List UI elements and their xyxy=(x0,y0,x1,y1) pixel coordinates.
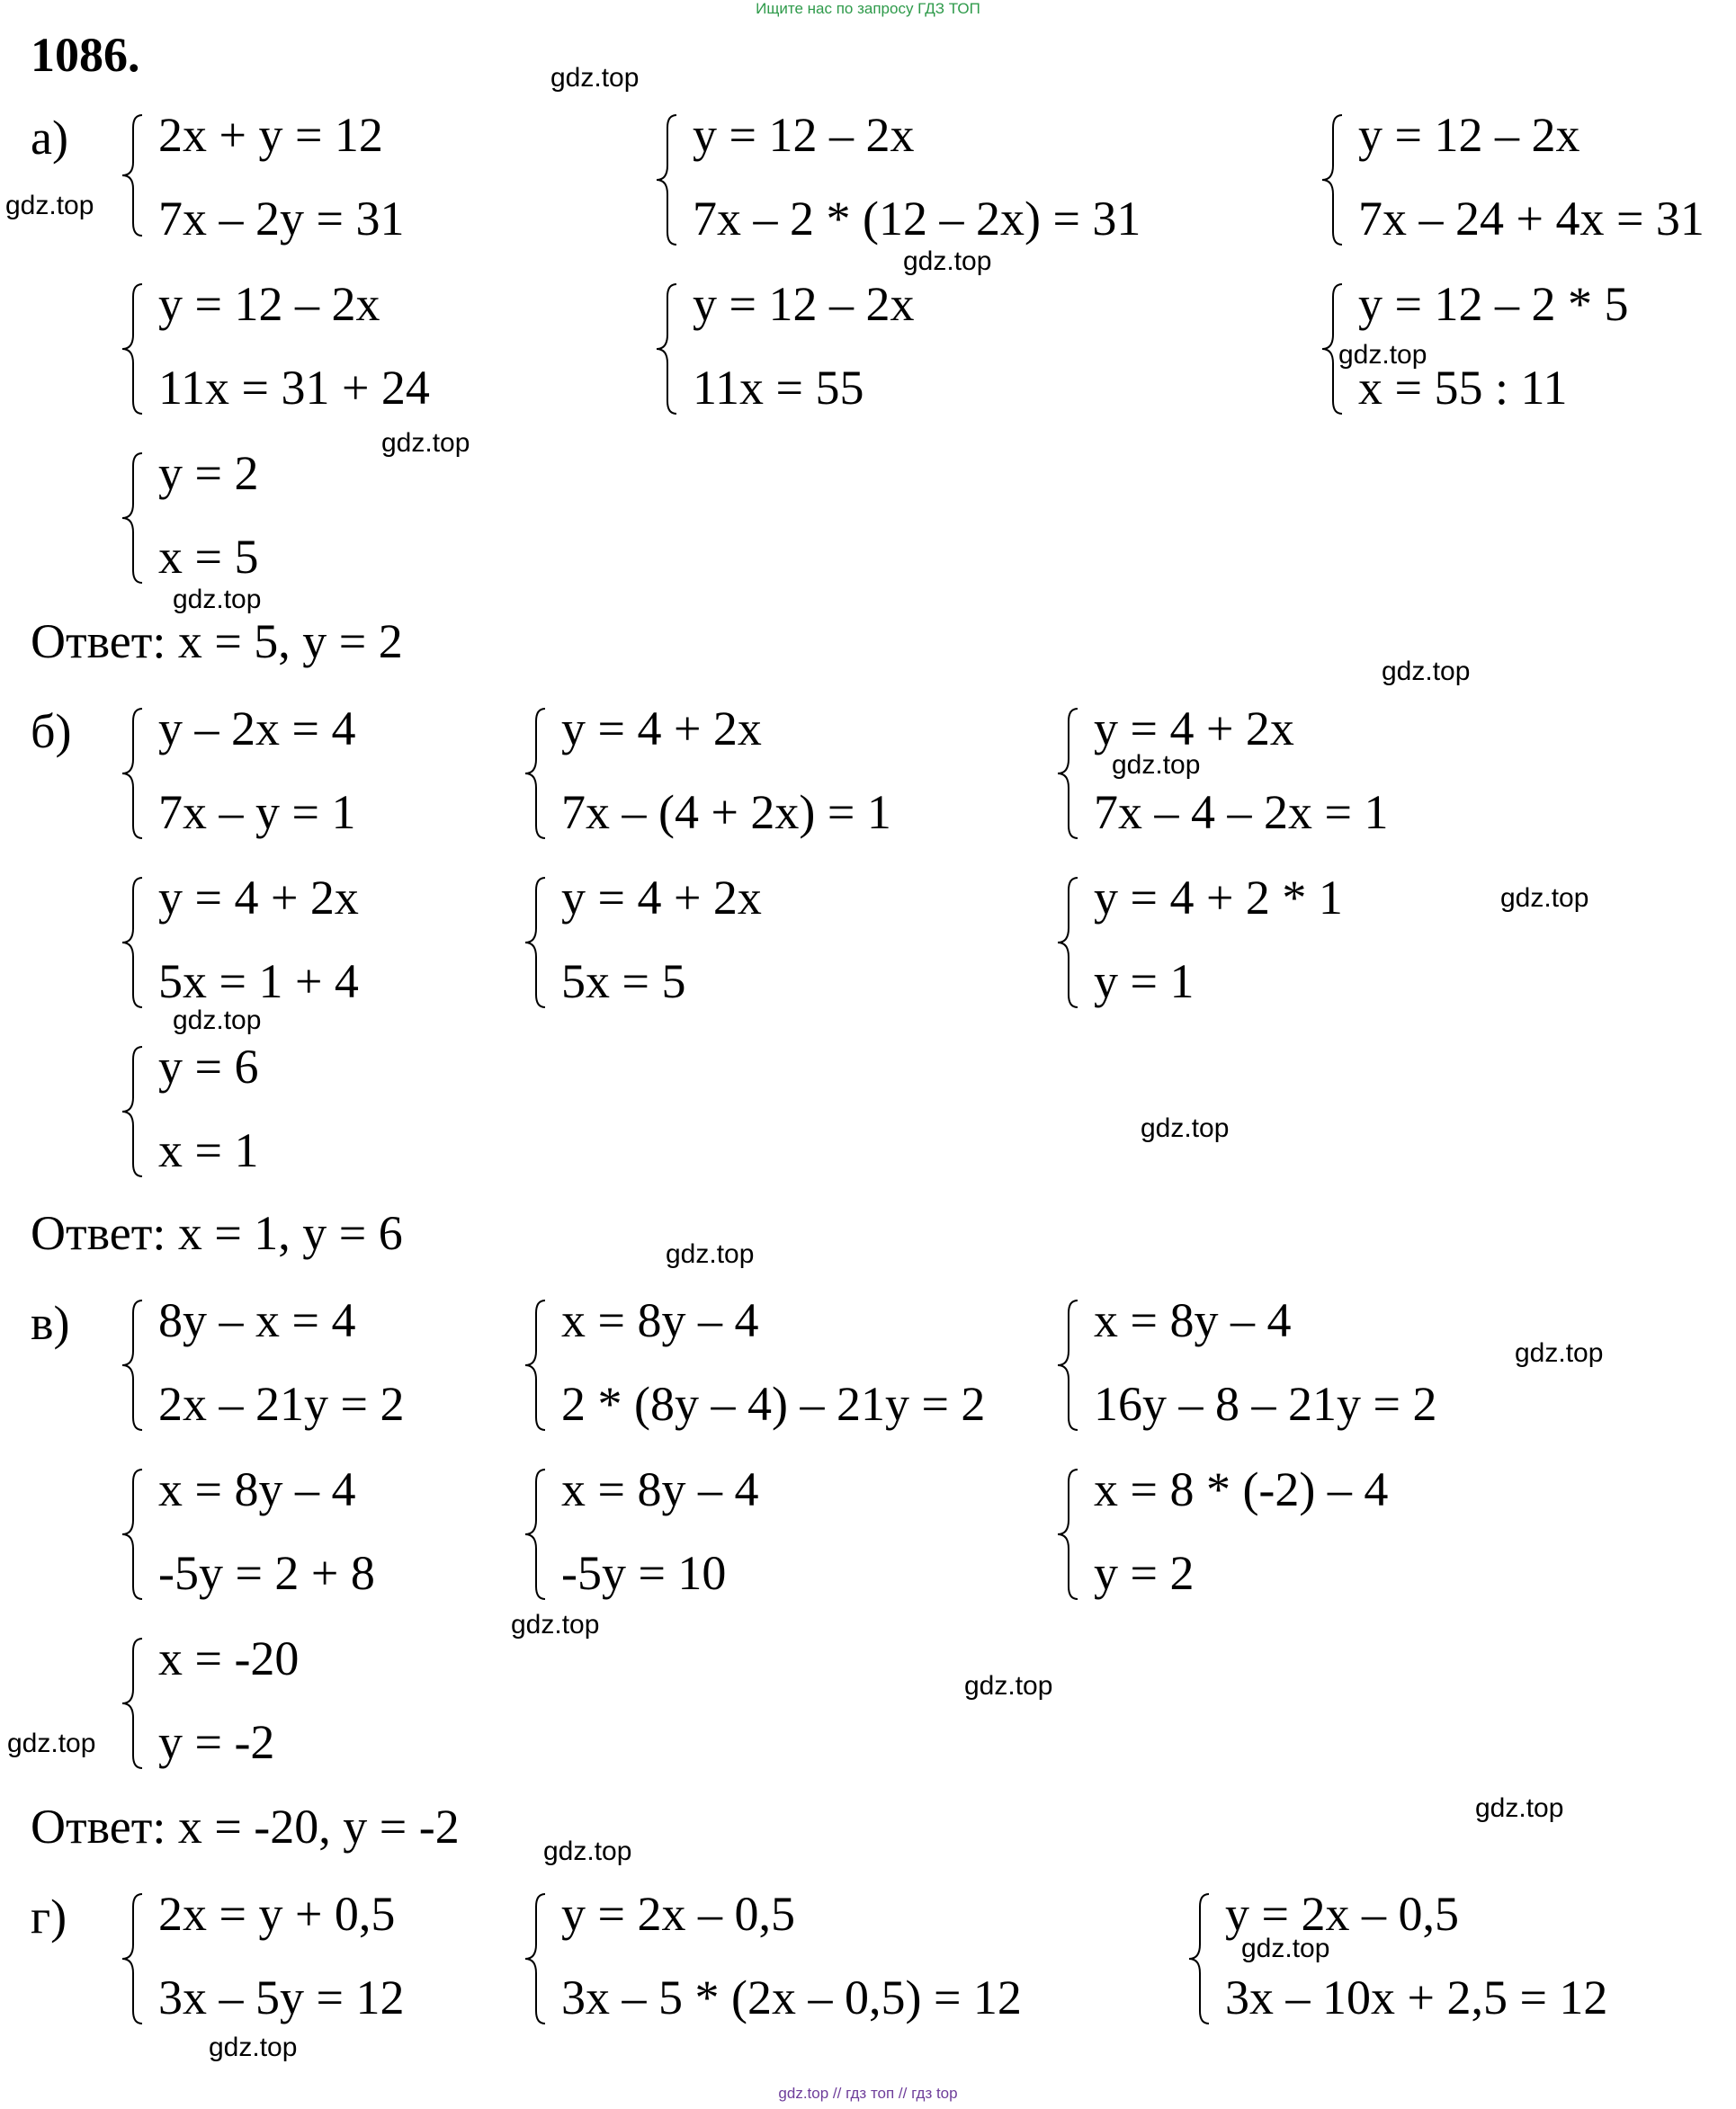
equation-line-2: 16y – 8 – 21y = 2 xyxy=(1094,1377,1437,1431)
equation-line-1: y = 4 + 2x xyxy=(158,871,359,925)
problem-number: 1086. xyxy=(31,28,140,82)
brace-icon xyxy=(1052,1462,1088,1606)
equation-line-2: 11x = 31 + 24 xyxy=(158,361,430,415)
part-v-system-2 xyxy=(520,1293,1024,1431)
equation-line-1: x = 8y – 4 xyxy=(561,1462,759,1516)
equation-line-1: 2x = y + 0,5 xyxy=(158,1887,396,1941)
equation-line-1: y = 12 – 2 * 5 xyxy=(1358,277,1629,331)
equation-line-1: x = 8y – 4 xyxy=(561,1293,759,1347)
brace-icon xyxy=(117,1887,153,2031)
equation-line-1: y = 4 + 2x xyxy=(1094,702,1294,755)
equation-line-1: y = 12 – 2x xyxy=(693,108,915,162)
equation-line-2: 7x – 2y = 31 xyxy=(158,192,405,246)
brace-icon xyxy=(117,446,153,590)
equation-line-2: y = 2 xyxy=(1094,1546,1195,1600)
equation-line-1: y = 12 – 2x xyxy=(158,277,380,331)
site-footer: gdz.top // гдз топ // гдз top xyxy=(778,2085,958,2102)
watermark: gdz.top xyxy=(543,1836,632,1866)
part-b-system-5 xyxy=(520,871,898,1008)
equation-line-1: y = 2x – 0,5 xyxy=(1225,1887,1459,1941)
watermark: gdz.top xyxy=(5,191,94,220)
part-a-label: а) xyxy=(31,111,68,165)
part-g-system-1 xyxy=(117,1887,495,2022)
part-a-system-4 xyxy=(117,277,495,415)
part-b-system-6 xyxy=(1052,871,1430,1008)
brace-icon xyxy=(117,871,153,1014)
equation-line-1: x = 8y – 4 xyxy=(158,1462,356,1516)
watermark: gdz.top xyxy=(964,1671,1053,1701)
watermark: gdz.top xyxy=(666,1239,755,1269)
equation-line-2: 3x – 10x + 2,5 = 12 xyxy=(1225,1970,1608,2024)
part-a-system-1 xyxy=(117,108,495,246)
equation-line-2: 2x – 21y = 2 xyxy=(158,1377,405,1431)
equation-line-1: x = 8 * (-2) – 4 xyxy=(1094,1462,1389,1516)
equation-line-2: 7x – 4 – 2x = 1 xyxy=(1094,785,1389,839)
equation-line-1: y = 4 + 2x xyxy=(561,702,762,755)
brace-icon xyxy=(651,108,687,252)
brace-icon xyxy=(117,277,153,421)
equation-line-2: 5x = 5 xyxy=(561,954,686,1008)
brace-icon xyxy=(1052,871,1088,1014)
watermark: gdz.top xyxy=(173,1005,262,1035)
watermark: gdz.top xyxy=(550,63,640,93)
brace-icon xyxy=(117,1462,153,1606)
part-b-system-1 xyxy=(117,702,495,839)
part-v-answer: Ответ: x = -20, y = -2 xyxy=(31,1800,460,1854)
equation-line-1: 2x + y = 12 xyxy=(158,108,383,162)
equation-line-2: 7x – y = 1 xyxy=(158,785,356,839)
part-b-system-7 xyxy=(117,1040,387,1175)
brace-icon xyxy=(117,1040,153,1184)
brace-icon xyxy=(117,108,153,243)
brace-icon xyxy=(1317,108,1353,252)
watermark: gdz.top xyxy=(381,428,470,458)
part-v-system-5 xyxy=(520,1462,898,1600)
part-v-system-3 xyxy=(1052,1293,1502,1431)
watermark: gdz.top xyxy=(511,1610,600,1640)
watermark: gdz.top xyxy=(7,1729,96,1758)
equation-line-1: y = 12 – 2x xyxy=(693,277,915,331)
brace-icon xyxy=(117,1631,153,1775)
equation-line-2: x = 1 xyxy=(158,1123,259,1177)
brace-icon xyxy=(520,1887,556,2031)
part-a-system-3 xyxy=(1317,108,1731,246)
equation-line-2: y = 1 xyxy=(1094,954,1195,1008)
equation-line-2: y = -2 xyxy=(158,1715,275,1769)
equation-line-1: y = 4 + 2x xyxy=(561,871,762,925)
part-a-answer: Ответ: x = 5, y = 2 xyxy=(31,614,403,668)
equation-line-2: 5x = 1 + 4 xyxy=(158,954,359,1008)
part-v-label: в) xyxy=(31,1296,70,1350)
part-a-system-2 xyxy=(651,108,1209,246)
part-a-system-7 xyxy=(117,446,387,584)
equation-line-1: y = 4 + 2 * 1 xyxy=(1094,871,1343,925)
brace-icon xyxy=(520,1462,556,1606)
part-b-system-4 xyxy=(117,871,495,1008)
watermark: gdz.top xyxy=(173,585,262,614)
part-v-system-7 xyxy=(117,1631,387,1769)
brace-icon xyxy=(1184,1887,1220,2031)
watermark: gdz.top xyxy=(1515,1338,1604,1368)
brace-icon xyxy=(117,1293,153,1437)
watermark: gdz.top xyxy=(209,2033,298,2062)
brace-icon xyxy=(117,702,153,845)
equation-line-1: y = 12 – 2x xyxy=(1358,108,1580,162)
equation-line-2: 11x = 55 xyxy=(693,361,864,415)
part-v-system-1 xyxy=(117,1293,513,1431)
part-g-label: г) xyxy=(31,1890,67,1944)
watermark: gdz.top xyxy=(1500,883,1589,913)
equation-line-1: 8y – x = 4 xyxy=(158,1293,356,1347)
equation-line-2: -5y = 10 xyxy=(561,1546,727,1600)
equation-line-1: x = 8y – 4 xyxy=(1094,1293,1292,1347)
equation-line-2: -5y = 2 + 8 xyxy=(158,1546,375,1600)
brace-icon xyxy=(520,871,556,1014)
brace-icon xyxy=(1052,702,1088,845)
part-b-answer: Ответ: x = 1, y = 6 xyxy=(31,1206,403,1260)
equation-line-2: 2 * (8y – 4) – 21y = 2 xyxy=(561,1377,986,1431)
part-b-system-2 xyxy=(520,702,934,839)
equation-line-2: 7x – (4 + 2x) = 1 xyxy=(561,785,891,839)
equation-line-2: 3x – 5y = 12 xyxy=(158,1970,405,2024)
watermark: gdz.top xyxy=(903,246,992,276)
watermark: gdz.top xyxy=(1338,340,1427,370)
equation-line-1: x = -20 xyxy=(158,1631,300,1685)
site-header: Ищите нас по запросу ГДЗ ТОП xyxy=(756,0,980,17)
watermark: gdz.top xyxy=(1241,1934,1330,1963)
watermark: gdz.top xyxy=(1141,1113,1230,1143)
watermark: gdz.top xyxy=(1475,1793,1564,1823)
brace-icon xyxy=(1052,1293,1088,1437)
part-v-system-6 xyxy=(1052,1462,1466,1600)
equation-line-1: y – 2x = 4 xyxy=(158,702,356,755)
part-b-label: б) xyxy=(31,704,72,758)
equation-line-2: 3x – 5 * (2x – 0,5) = 12 xyxy=(561,1970,1022,2024)
watermark: gdz.top xyxy=(1382,657,1471,686)
part-g-system-2 xyxy=(520,1887,1096,2022)
part-a-system-5 xyxy=(651,277,1029,415)
equation-line-2: x = 5 xyxy=(158,530,259,584)
equation-line-2: 7x – 24 + 4x = 31 xyxy=(1358,192,1705,246)
watermark: gdz.top xyxy=(1112,750,1201,780)
part-v-system-4 xyxy=(117,1462,495,1600)
brace-icon xyxy=(651,277,687,421)
equation-line-1: y = 6 xyxy=(158,1040,259,1094)
brace-icon xyxy=(520,1293,556,1437)
equation-line-1: y = 2x – 0,5 xyxy=(561,1887,795,1941)
equation-line-2: x = 55 : 11 xyxy=(1358,361,1568,415)
equation-line-2: 7x – 2 * (12 – 2x) = 31 xyxy=(693,192,1141,246)
brace-icon xyxy=(520,702,556,845)
equation-line-1: y = 2 xyxy=(158,446,259,500)
